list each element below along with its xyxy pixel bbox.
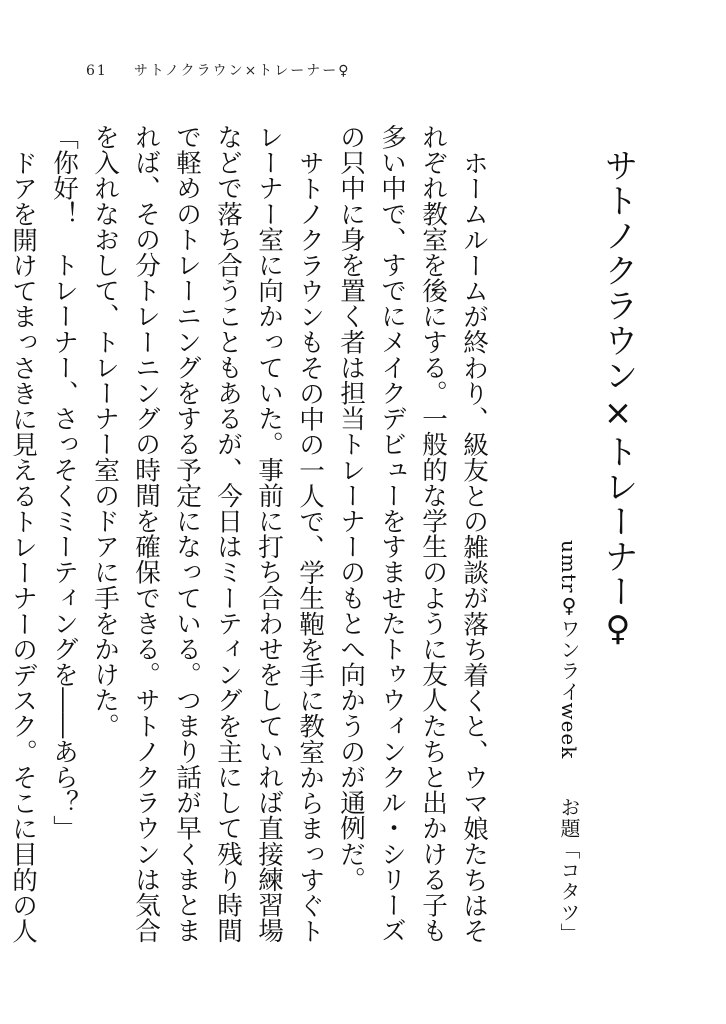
- dialogue-line: 「你好！ トレーナー、さっそくミーティングを――あら？」: [49, 124, 79, 841]
- body-text: [8, 124, 494, 944]
- running-header: [86, 60, 351, 80]
- paragraph: ドアを開けてまっさきに見えるトレーナーのデスク。そこに目的の人: [8, 149, 38, 944]
- story-title: サトノクラウン×トレーナー♀: [598, 148, 638, 650]
- paragraph: ホームルームが終わり、級友との雑談が落ち着くと、ウマ娘たちはそれぞれ教室を後にする。一般的な学生のように友人たちと出かける子も多い中で、すでにメイクデビューをすませたトゥウィンクル・シリーズの只中に身を置く者は担当トレーナーのもとへ向かうのが通例だ。: [336, 124, 489, 944]
- paragraph: サトノクラウンもその中の一人で、学生鞄を手に教室からまっすぐトレーナー室に向かっていた。事前に打ち合わせをしていれば直接練習場などで落ち合うこともあるが、今日はミーティングを主にして残り時間で軽めのトレーニングをする予定になっている。つまり話が早くまとまれば、その分トレーニングの時間を確保できる。サトノクラウンは気合を入れなおして、トレーナー室のドアに手をかけた。: [90, 124, 325, 944]
- theme-label: お題: [557, 797, 581, 840]
- author-line: umtr♀ワンライweek: [557, 540, 581, 760]
- theme-value: 「コタツ」: [557, 839, 581, 945]
- page-number: 61: [86, 63, 108, 79]
- byline: [556, 540, 582, 944]
- running-title: サトノクラウン×トレーナー♀: [133, 63, 351, 79]
